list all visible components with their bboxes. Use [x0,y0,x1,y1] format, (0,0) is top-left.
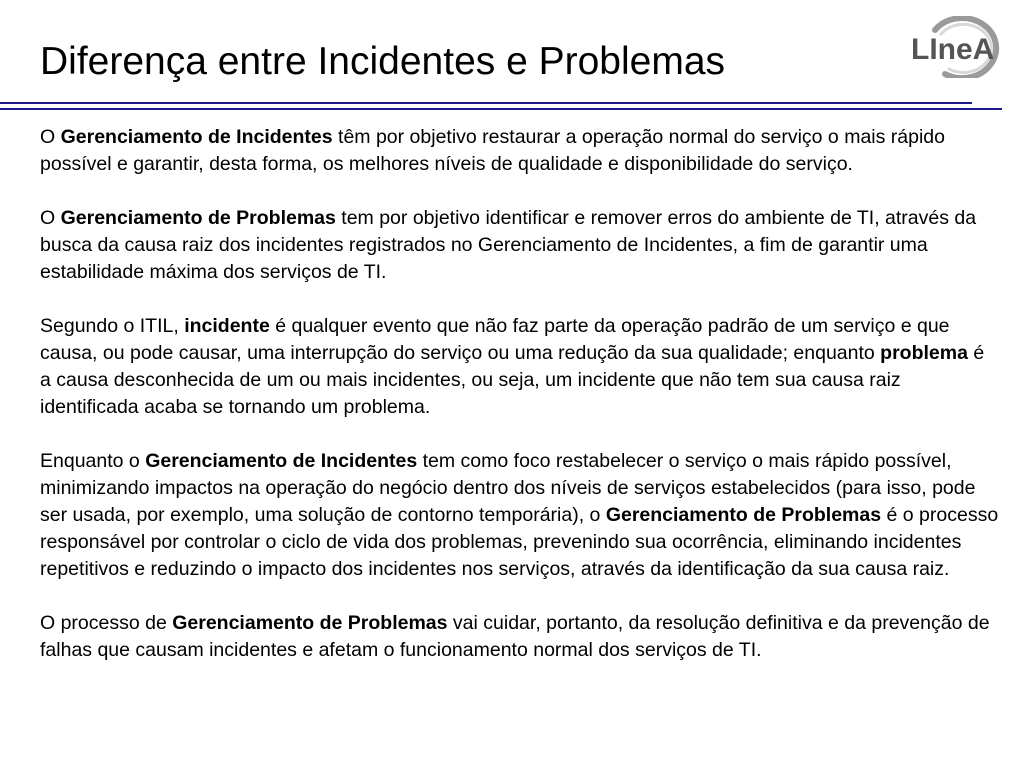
linea-logo [905,16,1009,78]
paragraph-problem-management [40,205,1000,286]
text-run: é a causa desconhecida de um ou mais incidentes, ou seja, um incidente que não tem sua causa raiz identificada acaba se tornando um problema. [40,342,985,418]
bold-term: problema [880,342,968,364]
paragraph-itil-definitions [40,313,1000,421]
header-rule-top [0,102,972,104]
text-run: tem como foco restabelecer o serviço o mais rápido possível, minimizando impactos na operação do negócio dentro dos níveis de serviços estabelecidos (para isso, pode ser usada, por exemplo, uma solução de contorno temporária), o [40,450,976,526]
text-run: é o processo responsável por controlar o ciclo de vida dos problemas, prevenindo sua ocorrência, eliminando incidentes repetitivos e reduzindo o impacto dos incidentes nos serviços, através da identificação da sua causa raiz. [40,504,999,580]
bold-term: Gerenciamento de Incidentes [145,450,418,472]
header-rule-bottom [0,108,1002,110]
text-run: tem por objetivo identificar e remover erros do ambiente de TI, através da busca da causa raiz dos incidentes registrados no Gerenciamento de Incidentes, a fim de garantir uma estabilidade máxima dos serviços de TI. [40,207,977,283]
text-run: vai cuidar, portanto, da resolução definitiva e da prevenção de falhas que causam incidentes e afetam o funcionamento normal dos serviços de TI. [40,612,990,661]
bold-term: incidente [184,315,270,337]
text-run: é qualquer evento que não faz parte da operação padrão de um serviço e que causa, ou pode causar, uma interrupção do serviço ou uma redução da sua qualidade; enquanto [40,315,950,364]
slide-body [40,124,1000,664]
logo-text: LIneA [911,33,995,66]
paragraph-conclusion [40,610,1000,664]
bold-term: Gerenciamento de Problemas [172,612,448,634]
bold-term: Gerenciamento de Incidentes [60,126,333,148]
text-run: O [40,126,61,148]
paragraph-comparison [40,448,1000,583]
page-title: Diferença entre Incidentes e Problemas [40,40,726,83]
text-run: Segundo o ITIL, [40,315,185,337]
bold-term: Gerenciamento de Problemas [605,504,882,526]
text-run: O [40,207,61,229]
bold-term: Gerenciamento de Problemas [60,207,336,229]
text-run: Enquanto o [40,450,146,472]
text-run: O processo de [40,612,173,634]
paragraph-incident-management [40,124,1000,178]
text-run: têm por objetivo restaurar a operação normal do serviço o mais rápido possível e garantir, desta forma, os melhores níveis de qualidade e disponibilidade do serviço. [40,126,945,175]
